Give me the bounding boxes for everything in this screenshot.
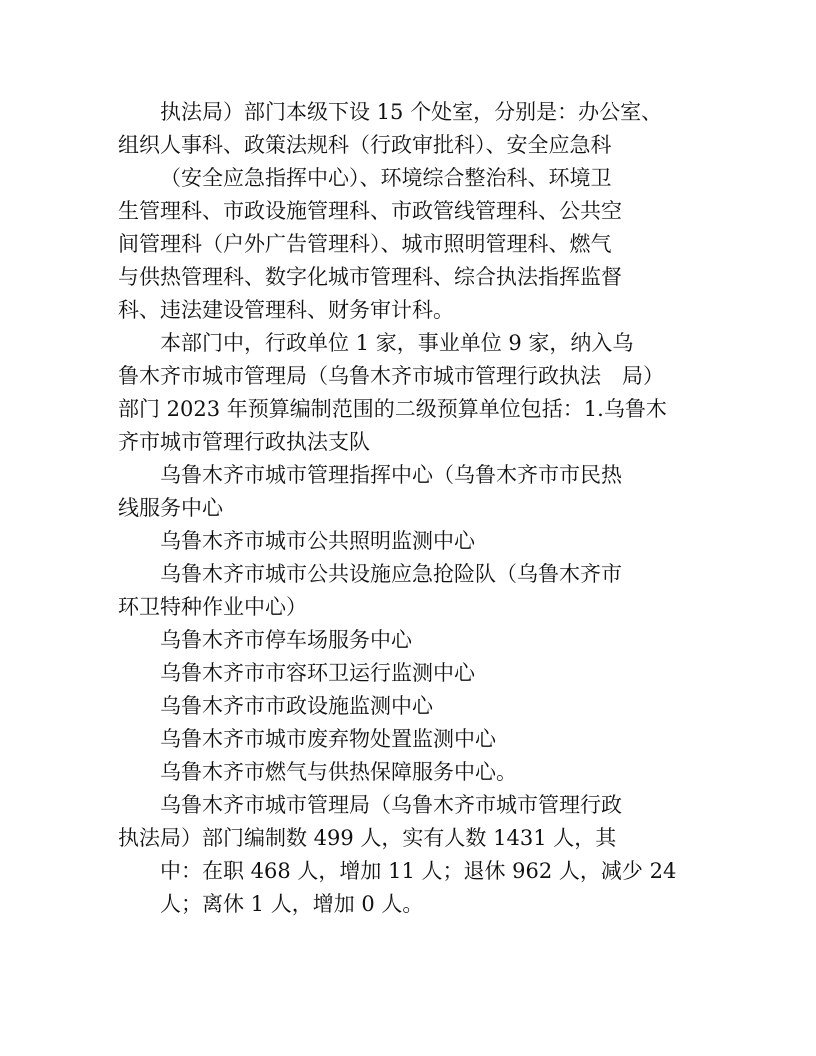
- text-line: 齐市城市管理行政执法支队: [118, 430, 370, 454]
- text-line: 乌鲁木齐市城市废弃物处置监测中心: [160, 727, 496, 751]
- text-line: 乌鲁木齐市城市管理指挥中心（乌鲁木齐市市民热: [160, 463, 622, 487]
- text-line: 人；离休 1 人，增加 0 人。: [160, 892, 424, 916]
- text-line: 生管理科、市政设施管理科、市政管线管理科、公共空: [118, 199, 622, 223]
- text-line: 本部门中，行政单位 1 家，事业单位 9 家，纳入乌: [160, 331, 634, 355]
- text-line: 乌鲁木齐市城市管理局（乌鲁木齐市城市管理行政: [160, 793, 622, 817]
- text-line: 乌鲁木齐市城市公共设施应急抢险队（乌鲁木齐市: [160, 562, 622, 586]
- text-line: 乌鲁木齐市停车场服务中心: [160, 628, 412, 652]
- text-line: 与供热管理科、数字化城市管理科、综合执法指挥监督: [118, 265, 622, 289]
- text-line: 执法局）部门编制数 499 人，实有人数 1431 人，其: [118, 826, 617, 850]
- text-line: 部门 2023 年预算编制范围的二级预算单位包括：1.乌鲁木: [118, 397, 667, 421]
- text-line: 乌鲁木齐市市政设施监测中心: [160, 694, 433, 718]
- text-line: 乌鲁木齐市城市公共照明监测中心: [160, 529, 475, 553]
- text-line: （安全应急指挥中心）、环境综合整治科、环境卫: [160, 166, 612, 190]
- text-line: 鲁木齐市城市管理局（乌鲁木齐市城市管理行政执法 局）: [118, 364, 664, 388]
- text-line: 环卫特种作业中心）: [118, 595, 307, 619]
- text-line: 乌鲁木齐市市容环卫运行监测中心: [160, 661, 475, 685]
- text-line: 执法局）部门本级下设 15 个处室，分别是：办公室、: [160, 100, 663, 124]
- text-line: 乌鲁木齐市燃气与供热保障服务中心。: [160, 760, 517, 784]
- text-line: 间管理科（户外广告管理科）、城市照明管理科、燃气: [118, 232, 612, 256]
- text-line: 线服务中心: [118, 496, 223, 520]
- text-line: 科、违法建设管理科、财务审计科。: [118, 298, 454, 322]
- text-line: 组织人事科、政策法规科（行政审批科）、安全应急科: [118, 133, 612, 157]
- text-line: 中：在职 468 人，增加 11 人；退休 962 人，减少 24: [160, 859, 677, 883]
